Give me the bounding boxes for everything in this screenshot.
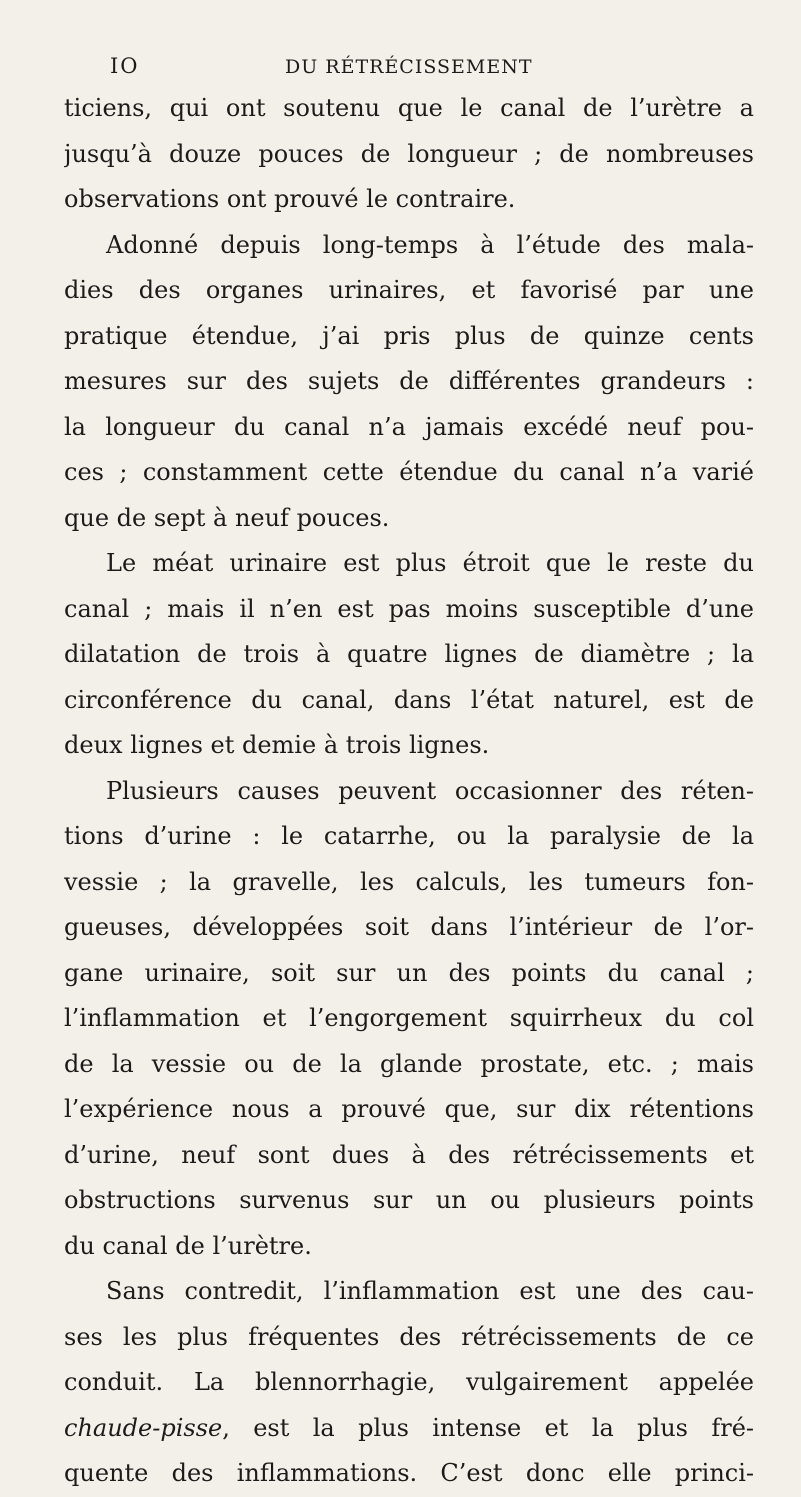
text-line: ticiens, qui ont soutenu que le canal de l’urètre a: [64, 94, 754, 122]
text-line: d’urine, neuf sont dues à des rétrécissements et: [64, 1140, 754, 1169]
text-fragment: , est la plus intense et la plus fré-: [222, 1413, 754, 1442]
text-line: Sans contredit, l’inflammation est une des cau-: [106, 1277, 754, 1305]
text-line: que de sept à neuf pouces.: [64, 503, 390, 532]
text-line: pratique étendue, j’ai pris plus de quinze cents: [64, 321, 754, 350]
text-line: du canal de l’urètre.: [64, 1231, 312, 1260]
text-line: conduit. La blennorrhagie, vulgairement appelée: [64, 1368, 754, 1396]
text-line: deux lignes et demie à trois lignes.: [64, 731, 490, 759]
running-head: [64, 54, 744, 84]
text-line: gueuses, développées soit dans l’intérieur de l’or-: [64, 913, 754, 941]
text-line: mesures sur des sujets de différentes grandeurs :: [64, 367, 754, 395]
text-line: ses les plus fréquentes des rétrécissements de ce: [64, 1322, 754, 1351]
text-line: dies des organes urinaires, et favorisé par une: [64, 276, 754, 304]
text-line: Plusieurs causes peuvent occasionner des réten-: [106, 776, 754, 805]
text-line: jusqu’à douze pouces de longueur ; de nombreuses: [64, 139, 754, 168]
text-line: la longueur du canal n’a jamais excédé neuf pou-: [64, 412, 754, 441]
text-line: observations ont prouvé le contraire.: [64, 185, 516, 213]
running-title: DU RÉTRÉCISSEMENT: [285, 56, 533, 78]
text-line: l’inflammation et l’engorgement squirrheux du col: [64, 1004, 754, 1032]
italic-term: chaude-pisse: [64, 1413, 223, 1442]
text-line: vessie ; la gravelle, les calculs, les tumeurs fon-: [64, 867, 754, 896]
text-line: Adonné depuis long-temps à l’étude des mala-: [106, 230, 754, 259]
text-line: obstructions survenus sur un ou plusieurs points: [64, 1186, 754, 1214]
text-line: canal ; mais il n’en est pas moins susceptible d’une: [64, 594, 754, 623]
text-line: de la vessie ou de la glande prostate, etc. ; mais: [64, 1049, 754, 1078]
text-line: gane urinaire, soit sur un des points du canal ;: [64, 958, 754, 987]
text-line: quente des inflammations. C’est donc elle princi-: [64, 1459, 754, 1487]
text-line: l’expérience nous a prouvé que, sur dix rétentions: [64, 1095, 754, 1123]
body-text: [64, 86, 754, 1497]
text-line: ces ; constamment cette étendue du canal n’a varié: [64, 458, 754, 486]
page-number: IO: [110, 54, 140, 78]
text-line: Le méat urinaire est plus étroit que le reste du: [106, 549, 754, 577]
text-line: circonférence du canal, dans l’état naturel, est de: [64, 685, 754, 714]
text-line: dilatation de trois à quatre lignes de diamètre ; la: [64, 640, 754, 668]
text-line: [64, 1406, 754, 1452]
text-line: tions d’urine : le catarrhe, ou la paralysie de la: [64, 822, 754, 850]
